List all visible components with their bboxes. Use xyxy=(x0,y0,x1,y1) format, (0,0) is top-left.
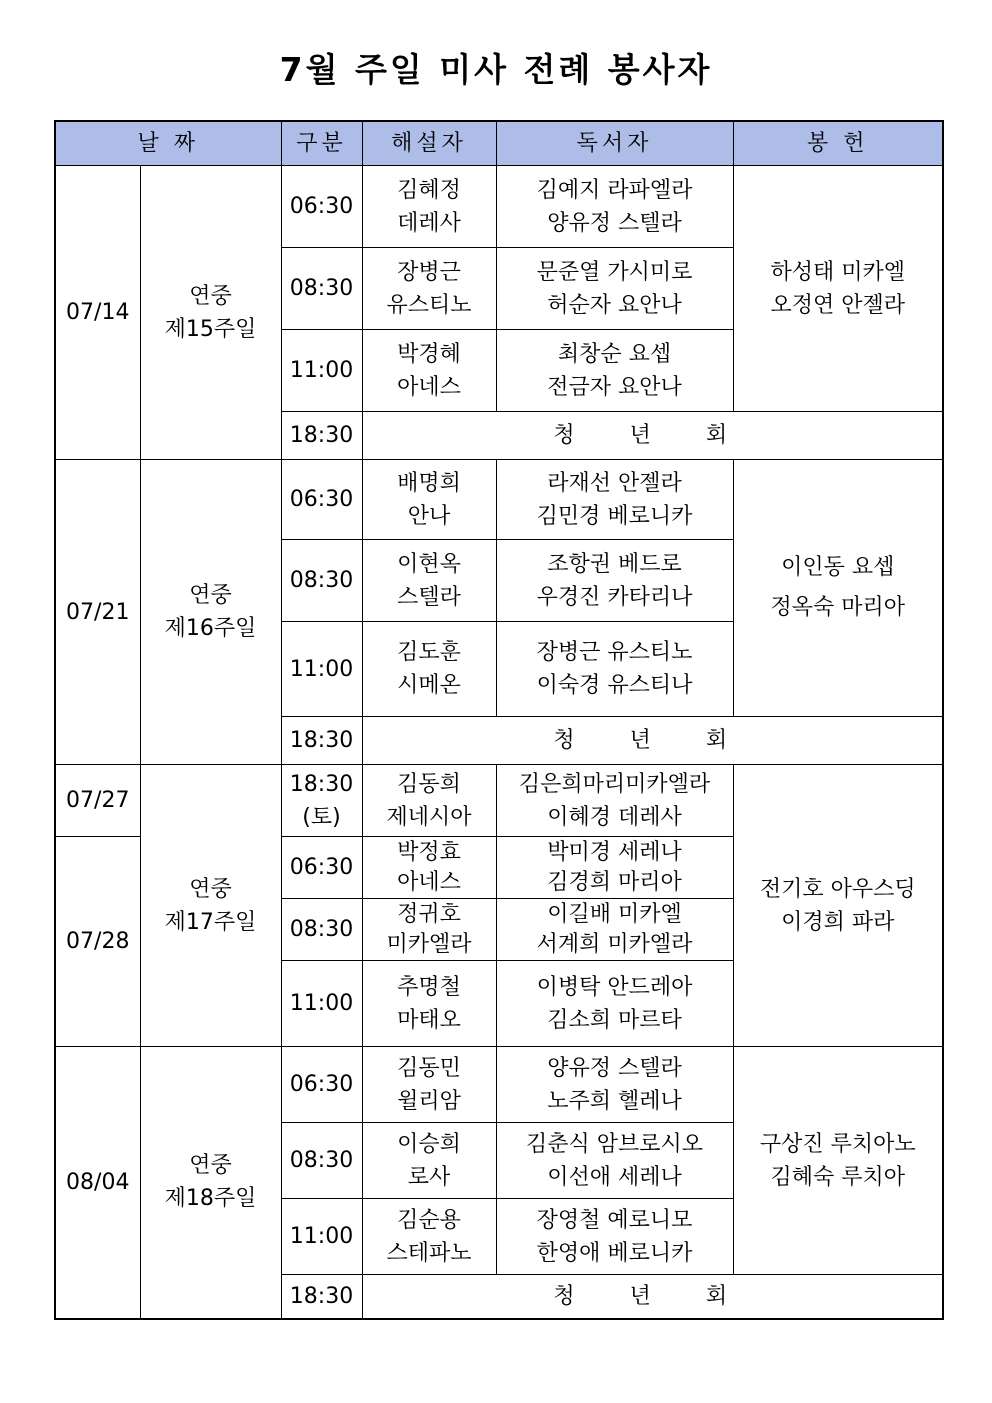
time-cell: 06:30 xyxy=(281,837,362,899)
youth-group-cell: 청 년 회 xyxy=(362,1275,943,1319)
time-cell: 08:30 xyxy=(281,899,362,961)
readers-cell: 김춘식 암브로시오 이선애 세레나 xyxy=(496,1123,733,1199)
sunday-cell: 연중 제16주일 xyxy=(140,460,281,765)
header-readers: 독서자 xyxy=(496,121,733,166)
time-cell: 06:30 xyxy=(281,460,362,540)
header-slot: 구분 xyxy=(281,121,362,166)
commentator-cell: 박정효 아네스 xyxy=(362,837,496,899)
time-cell: 11:00 xyxy=(281,1199,362,1275)
commentator-cell: 김혜정 데레사 xyxy=(362,166,496,248)
offertory-cell: 하성태 미카엘 오정연 안젤라 xyxy=(733,166,943,412)
readers-cell: 조항권 베드로 우경진 카타리나 xyxy=(496,540,733,622)
sunday-cell: 연중 제17주일 xyxy=(140,765,281,1047)
time-cell: 06:30 xyxy=(281,166,362,248)
readers-cell: 최창순 요셉 전금자 요안나 xyxy=(496,330,733,412)
readers-cell: 장병근 유스티노 이숙경 유스티나 xyxy=(496,622,733,717)
time-cell: 18:30 xyxy=(281,1275,362,1319)
commentator-cell: 박경혜 아네스 xyxy=(362,330,496,412)
table-row xyxy=(55,460,943,540)
readers-cell: 양유정 스텔라 노주희 헬레나 xyxy=(496,1047,733,1123)
readers-cell: 김은희마리미카엘라 이혜경 데레사 xyxy=(496,765,733,837)
header-commentator: 해설자 xyxy=(362,121,496,166)
table-row xyxy=(55,765,943,837)
readers-cell: 장영철 예로니모 한영애 베로니카 xyxy=(496,1199,733,1275)
readers-cell: 이길배 미카엘 서계희 미카엘라 xyxy=(496,899,733,961)
time-cell: 11:00 xyxy=(281,622,362,717)
commentator-cell: 김도훈 시메온 xyxy=(362,622,496,717)
header-date: 날 짜 xyxy=(55,121,281,166)
page-title: 7월 주일 미사 전례 봉사자 xyxy=(279,50,713,89)
offertory-cell: 이인동 요셉 정옥숙 마리아 xyxy=(733,460,943,717)
readers-cell: 김예지 라파엘라 양유정 스텔라 xyxy=(496,166,733,248)
time-cell: 18:30 xyxy=(281,717,362,765)
commentator-cell: 김동민 윌리암 xyxy=(362,1047,496,1123)
commentator-cell: 장병근 유스티노 xyxy=(362,248,496,330)
header-row xyxy=(55,121,943,166)
time-cell: 18:30 xyxy=(281,412,362,460)
header-offertory: 봉 헌 xyxy=(733,121,943,166)
table-row xyxy=(55,166,943,248)
server-schedule-table xyxy=(54,120,944,1320)
youth-group-cell: 청 년 회 xyxy=(362,717,943,765)
commentator-cell: 이현옥 스텔라 xyxy=(362,540,496,622)
commentator-cell: 정귀호 미카엘라 xyxy=(362,899,496,961)
date-cell: 07/28 xyxy=(55,837,140,1047)
readers-cell: 문준열 가시미로 허순자 요안나 xyxy=(496,248,733,330)
time-cell: 11:00 xyxy=(281,330,362,412)
time-cell: 08:30 xyxy=(281,540,362,622)
time-cell: 18:30 (토) xyxy=(281,765,362,837)
readers-cell: 이병탁 안드레아 김소희 마르타 xyxy=(496,961,733,1047)
commentator-cell: 김동희 제네시아 xyxy=(362,765,496,837)
sunday-cell: 연중 제18주일 xyxy=(140,1047,281,1319)
date-cell: 08/04 xyxy=(55,1047,140,1319)
date-cell: 07/21 xyxy=(55,460,140,765)
time-cell: 06:30 xyxy=(281,1047,362,1123)
time-cell: 11:00 xyxy=(281,961,362,1047)
youth-group-cell: 청 년 회 xyxy=(362,412,943,460)
commentator-cell: 김순용 스테파노 xyxy=(362,1199,496,1275)
table-row xyxy=(55,1047,943,1123)
offertory-cell: 구상진 루치아노 김혜숙 루치아 xyxy=(733,1047,943,1275)
commentator-cell: 이승희 로사 xyxy=(362,1123,496,1199)
commentator-cell: 추명철 마태오 xyxy=(362,961,496,1047)
date-cell: 07/14 xyxy=(55,166,140,460)
commentator-cell: 배명희 안나 xyxy=(362,460,496,540)
date-cell: 07/27 xyxy=(55,765,140,837)
time-cell: 08:30 xyxy=(281,1123,362,1199)
readers-cell: 라재선 안젤라 김민경 베로니카 xyxy=(496,460,733,540)
sunday-cell: 연중 제15주일 xyxy=(140,166,281,460)
offertory-cell: 전기호 아우스딩 이경희 파라 xyxy=(733,765,943,1047)
readers-cell: 박미경 세레나 김경희 마리아 xyxy=(496,837,733,899)
time-cell: 08:30 xyxy=(281,248,362,330)
